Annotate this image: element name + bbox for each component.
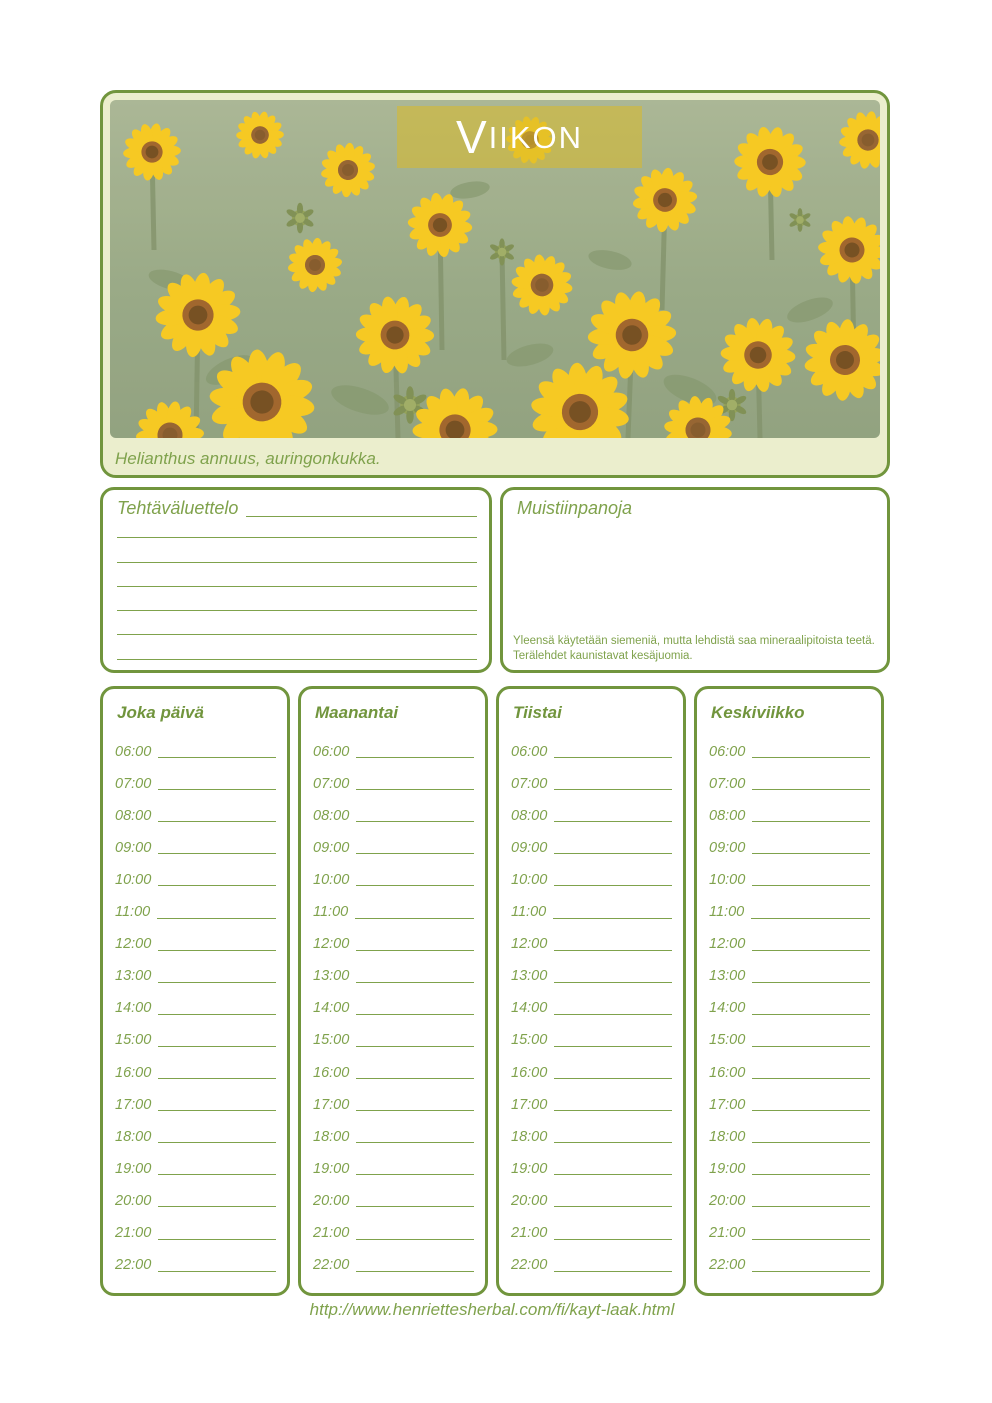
time-slot-row [115, 1054, 276, 1086]
time-label: 20:00 [115, 1192, 152, 1209]
day-rows [511, 733, 672, 1279]
time-slot-row [115, 1247, 276, 1279]
time-label: 06:00 [115, 743, 152, 760]
time-entry-line [554, 885, 672, 886]
time-slot-row [115, 958, 276, 990]
time-slot-row [313, 893, 474, 925]
time-entry-line [752, 789, 870, 790]
time-label: 07:00 [115, 775, 152, 792]
time-entry-line [158, 853, 276, 854]
time-slot-row [709, 733, 870, 765]
time-slot-row [511, 765, 672, 797]
time-label: 13:00 [709, 968, 746, 985]
time-label: 16:00 [313, 1064, 350, 1081]
time-entry-line [356, 1078, 474, 1079]
task-blank-line [117, 587, 477, 611]
time-slot-row [313, 1118, 474, 1150]
time-slot-row [511, 829, 672, 861]
time-label: 21:00 [709, 1225, 746, 1241]
time-slot-row [511, 1150, 672, 1182]
time-slot-row [511, 1086, 672, 1118]
time-slot-row [709, 1118, 870, 1150]
time-entry-line [554, 821, 672, 822]
time-label: 19:00 [115, 1160, 152, 1177]
time-entry-line [356, 1142, 474, 1143]
time-label: 19:00 [511, 1160, 548, 1177]
time-entry-line [554, 757, 672, 758]
time-label: 10:00 [313, 871, 350, 888]
time-entry-line [356, 1174, 474, 1175]
time-entry-line [158, 1014, 276, 1015]
time-slot-row [115, 990, 276, 1022]
time-label: 13:00 [511, 968, 548, 985]
time-entry-line [356, 1271, 474, 1272]
time-entry-line [752, 1014, 870, 1015]
time-label: 21:00 [115, 1225, 152, 1241]
time-slot-row [709, 1150, 870, 1182]
time-label: 12:00 [313, 936, 350, 953]
time-slot-row [313, 829, 474, 861]
time-label: 10:00 [511, 871, 548, 888]
day-title: Maanantai [315, 703, 399, 722]
time-label: 17:00 [313, 1096, 350, 1113]
time-entry-line [158, 1142, 276, 1143]
time-slot-row [115, 1022, 276, 1054]
time-slot-row [313, 1214, 474, 1246]
time-entry-line [158, 1239, 276, 1240]
time-slot-row [709, 1054, 870, 1086]
notes-title: Muistiinpanoja [517, 498, 633, 518]
day-rows [313, 733, 474, 1279]
time-entry-line [554, 1110, 672, 1111]
time-label: 13:00 [313, 968, 350, 985]
tasks-card [100, 487, 492, 673]
time-entry-line [356, 757, 474, 758]
time-entry-line [554, 1046, 672, 1047]
time-entry-line [752, 950, 870, 951]
time-slot-row [511, 733, 672, 765]
time-label: 08:00 [313, 807, 350, 824]
time-entry-line [752, 1046, 870, 1047]
time-entry-line [356, 1014, 474, 1015]
time-entry-line [751, 918, 870, 919]
time-label: 08:00 [115, 807, 152, 824]
time-entry-line [355, 918, 474, 919]
page-title-initial: V [455, 111, 489, 163]
time-entry-line [356, 885, 474, 886]
time-label: 16:00 [511, 1064, 548, 1081]
time-entry-line [554, 1174, 672, 1175]
time-slot-row [511, 990, 672, 1022]
time-entry-line [356, 789, 474, 790]
time-entry-line [554, 982, 672, 983]
time-slot-row [313, 990, 474, 1022]
time-slot-row [313, 765, 474, 797]
time-label: 15:00 [115, 1032, 152, 1049]
time-label: 14:00 [313, 1000, 350, 1017]
task-blank-line [117, 563, 477, 587]
time-entry-line [752, 1174, 870, 1175]
time-entry-line [553, 918, 672, 919]
time-slot-row [709, 1086, 870, 1118]
time-label: 08:00 [709, 807, 746, 824]
day-card-maanantai [298, 686, 488, 1296]
time-slot-row [313, 1182, 474, 1214]
sunflower-field-photo [110, 100, 880, 438]
time-label: 10:00 [115, 871, 152, 888]
time-label: 16:00 [709, 1064, 746, 1081]
time-label: 09:00 [115, 839, 152, 856]
time-slot-row [511, 1214, 672, 1246]
time-label: 15:00 [313, 1032, 350, 1049]
time-label: 18:00 [511, 1128, 548, 1145]
time-entry-line [752, 1239, 870, 1240]
time-label: 19:00 [313, 1160, 350, 1177]
time-slot-row [511, 893, 672, 925]
time-entry-line [752, 821, 870, 822]
time-slot-row [115, 926, 276, 958]
day-title: Keskiviikko [711, 703, 805, 722]
time-slot-row [709, 765, 870, 797]
time-slot-row [115, 1182, 276, 1214]
time-label: 12:00 [709, 936, 746, 953]
time-label: 16:00 [115, 1064, 152, 1081]
time-slot-row [115, 1214, 276, 1246]
time-label: 22:00 [115, 1257, 152, 1274]
time-entry-line [554, 950, 672, 951]
day-title: Tiistai [513, 703, 562, 722]
time-label: 12:00 [115, 936, 152, 953]
time-label: 22:00 [313, 1257, 350, 1274]
time-label: 14:00 [511, 1000, 548, 1017]
day-card-joka-paiva [100, 686, 290, 1296]
time-label: 07:00 [709, 775, 746, 792]
time-entry-line [356, 982, 474, 983]
time-entry-line [356, 1239, 474, 1240]
time-slot-row [709, 1214, 870, 1246]
time-label: 09:00 [313, 839, 350, 856]
time-entry-line [554, 1142, 672, 1143]
day-rows [115, 733, 276, 1279]
time-slot-row [511, 861, 672, 893]
time-slot-row [313, 1022, 474, 1054]
time-label: 06:00 [709, 743, 746, 760]
time-slot-row [313, 958, 474, 990]
time-entry-line [752, 853, 870, 854]
time-slot-row [115, 1118, 276, 1150]
time-entry-line [356, 950, 474, 951]
time-label: 11:00 [115, 904, 151, 921]
time-entry-line [158, 950, 276, 951]
time-slot-row [115, 1086, 276, 1118]
time-entry-line [158, 1078, 276, 1079]
time-entry-line [554, 789, 672, 790]
time-slot-row [313, 861, 474, 893]
time-label: 12:00 [511, 936, 548, 953]
time-slot-row [115, 797, 276, 829]
time-entry-line [554, 1078, 672, 1079]
tasks-title: Tehtäväluettelo [117, 498, 239, 518]
time-label: 15:00 [709, 1032, 746, 1049]
time-slot-row [511, 1054, 672, 1086]
time-entry-line [554, 1014, 672, 1015]
time-slot-row [709, 926, 870, 958]
time-entry-line [158, 982, 276, 983]
footer-url[interactable]: http://www.henriettesherbal.com/fi/kayt-laak.html [309, 1300, 675, 1319]
time-slot-row [115, 829, 276, 861]
time-slot-row [115, 733, 276, 765]
time-slot-row [709, 990, 870, 1022]
time-slot-row [115, 1150, 276, 1182]
time-slot-row [709, 1022, 870, 1054]
time-entry-line [158, 885, 276, 886]
time-label: 20:00 [313, 1192, 350, 1209]
header-card [100, 90, 890, 478]
time-slot-row [511, 1182, 672, 1214]
page-title-rest: IIKON [488, 119, 584, 155]
time-entry-line [356, 1046, 474, 1047]
time-slot-row [313, 1054, 474, 1086]
time-label: 06:00 [313, 743, 350, 760]
notes-card [500, 487, 890, 673]
time-entry-line [752, 1078, 870, 1079]
page-title [397, 106, 642, 168]
notes-text: Yleensä käytetään siemeniä, mutta lehdistä saa mineraalipitoista teetä. Terälehdet kaunistavat kesäjuomia. [513, 635, 875, 663]
time-slot-row [115, 765, 276, 797]
time-label: 22:00 [511, 1257, 548, 1274]
time-label: 18:00 [709, 1128, 746, 1145]
time-entry-line [356, 1110, 474, 1111]
time-label: 19:00 [709, 1160, 746, 1177]
time-slot-row [313, 1150, 474, 1182]
time-slot-row [313, 797, 474, 829]
photo-caption: Helianthus annuus, auringonkukka. [115, 449, 381, 468]
time-label: 13:00 [115, 968, 152, 985]
time-slot-row [709, 1182, 870, 1214]
time-label: 15:00 [511, 1032, 548, 1049]
day-card-keskiviikko [694, 686, 884, 1296]
time-entry-line [554, 1239, 672, 1240]
time-slot-row [709, 861, 870, 893]
time-entry-line [356, 821, 474, 822]
time-slot-row [313, 926, 474, 958]
time-label: 22:00 [709, 1257, 746, 1274]
time-entry-line [752, 1271, 870, 1272]
time-entry-line [356, 1206, 474, 1207]
time-entry-line [158, 1046, 276, 1047]
time-entry-line [752, 757, 870, 758]
task-blank-line [117, 538, 477, 562]
time-slot-row [709, 958, 870, 990]
time-slot-row [313, 733, 474, 765]
time-label: 14:00 [709, 1000, 746, 1017]
time-slot-row [511, 1247, 672, 1279]
time-entry-line [158, 1271, 276, 1272]
time-label: 17:00 [115, 1096, 152, 1113]
time-label: 11:00 [313, 904, 349, 921]
time-label: 06:00 [511, 743, 548, 760]
time-entry-line [356, 853, 474, 854]
time-entry-line [554, 1206, 672, 1207]
time-entry-line [752, 982, 870, 983]
time-label: 21:00 [511, 1225, 548, 1241]
time-label: 20:00 [511, 1192, 548, 1209]
time-label: 11:00 [511, 904, 547, 921]
time-entry-line [752, 1206, 870, 1207]
task-blank-line [117, 635, 477, 659]
time-entry-line [752, 885, 870, 886]
time-label: 08:00 [511, 807, 548, 824]
time-entry-line [157, 918, 276, 919]
time-slot-row [709, 829, 870, 861]
task-blank-line [117, 514, 477, 538]
time-slot-row [313, 1086, 474, 1118]
time-slot-row [511, 1022, 672, 1054]
time-slot-row [511, 926, 672, 958]
time-slot-row [115, 893, 276, 925]
time-slot-row [313, 1247, 474, 1279]
day-card-tiistai [496, 686, 686, 1296]
task-blank-line [117, 611, 477, 635]
time-slot-row [709, 1247, 870, 1279]
time-label: 21:00 [313, 1225, 350, 1241]
time-slot-row [709, 893, 870, 925]
time-label: 18:00 [115, 1128, 152, 1145]
time-label: 14:00 [115, 1000, 152, 1017]
time-label: 07:00 [511, 775, 548, 792]
time-label: 07:00 [313, 775, 350, 792]
day-rows [709, 733, 870, 1279]
time-slot-row [115, 861, 276, 893]
time-entry-line [752, 1110, 870, 1111]
time-entry-line [158, 1174, 276, 1175]
time-entry-line [158, 1110, 276, 1111]
time-slot-row [511, 1118, 672, 1150]
time-entry-line [158, 1206, 276, 1207]
time-entry-line [752, 1142, 870, 1143]
time-entry-line [158, 789, 276, 790]
time-label: 10:00 [709, 871, 746, 888]
time-slot-row [709, 797, 870, 829]
time-label: 11:00 [709, 904, 745, 921]
day-title: Joka päivä [117, 703, 204, 722]
time-label: 09:00 [709, 839, 746, 856]
time-label: 17:00 [511, 1096, 548, 1113]
time-label: 09:00 [511, 839, 548, 856]
time-entry-line [554, 1271, 672, 1272]
time-label: 20:00 [709, 1192, 746, 1209]
time-slot-row [511, 797, 672, 829]
time-slot-row [511, 958, 672, 990]
tasks-blank-lines [117, 514, 477, 660]
time-label: 18:00 [313, 1128, 350, 1145]
time-entry-line [158, 757, 276, 758]
time-entry-line [554, 853, 672, 854]
time-label: 17:00 [709, 1096, 746, 1113]
time-entry-line [158, 821, 276, 822]
